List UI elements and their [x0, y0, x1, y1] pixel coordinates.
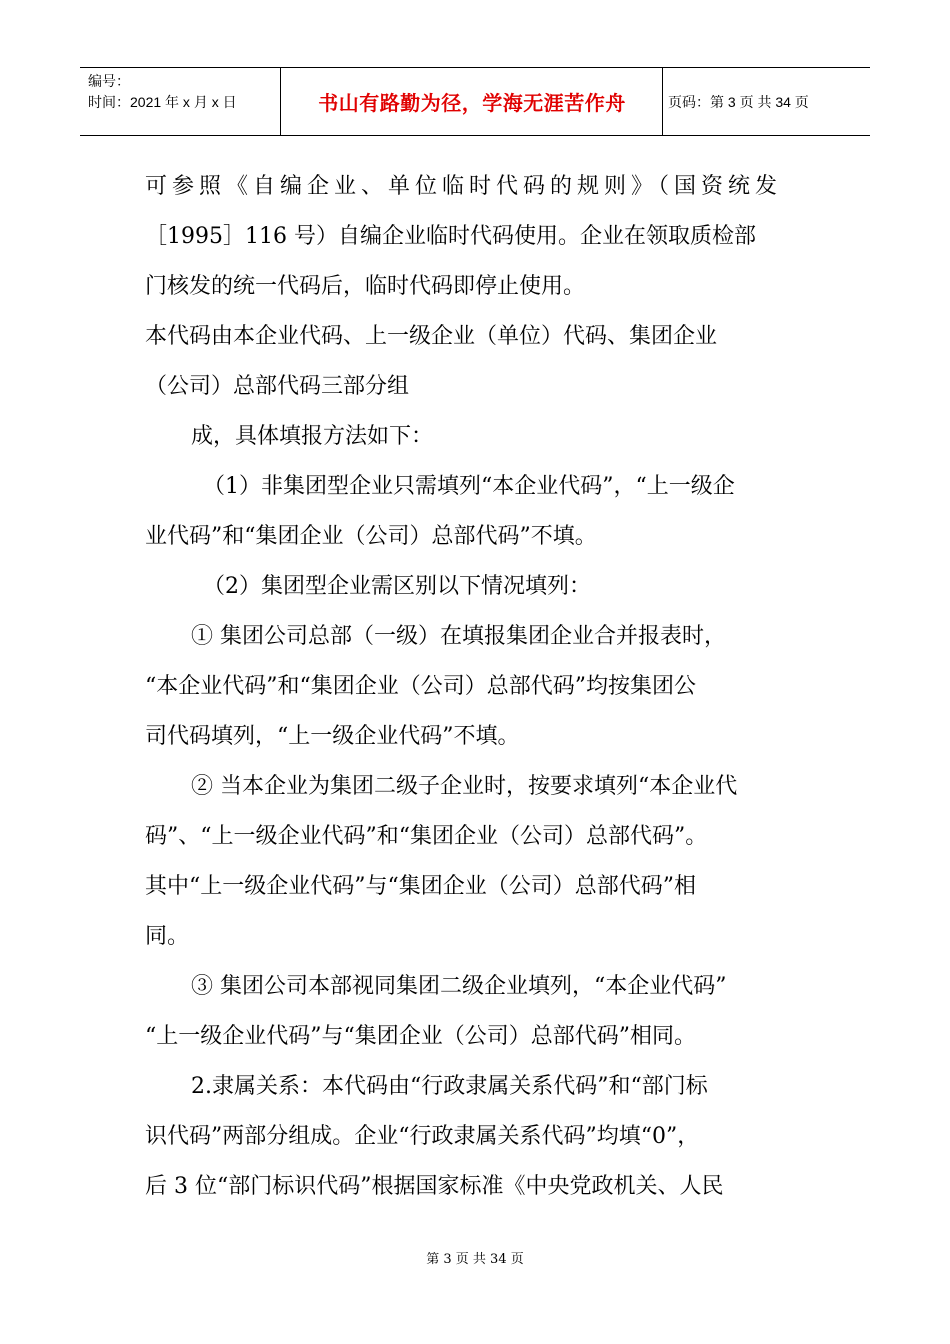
header-motto: 书山有路勤为径，学海无涯苦作舟 [318, 91, 626, 115]
header-page-number: 页码：第 3 页 共 34 页 [668, 93, 809, 110]
body-line: 门核发的统一代码后，临时代码即停止使用。 [145, 274, 586, 299]
body-line: 2.隶属关系：本代码由“行政隶属关系代码”和“部门标 [191, 1074, 708, 1099]
page-footer: 第 3 页 共 34 页 [426, 1252, 524, 1267]
document-number-label: 编号： [88, 73, 130, 89]
body-line: ② 当本企业为集团二级子企业时，按要求填列“本企业代 [191, 774, 738, 799]
header-divider [662, 67, 663, 136]
body-line: （1）非集团型企业只需填列“本企业代码”，“上一级企 [203, 474, 735, 499]
document-date: 时间：2021 年 x 月 x 日 [88, 94, 237, 110]
body-line: 本代码由本企业代码、上一级企业（单位）代码、集团企业 [145, 324, 718, 349]
header-divider [280, 67, 281, 136]
body-line: （2）集团型企业需区别以下情况填列： [203, 574, 591, 599]
body-line: （公司）总部代码三部分组 [145, 374, 410, 399]
body-line: 后 3 位“部门标识代码”根据国家标准《中央党政机关、人民 [145, 1174, 724, 1199]
body-line: ① 集团公司总部（一级）在填报集团企业合并报表时， [191, 624, 726, 649]
body-line: 可参照《自编企业、单位临时代码的规则》（国资统发 [145, 174, 783, 199]
document-body [145, 162, 825, 1212]
body-line: ［1995］116 号）自编企业临时代码使用。企业在领取质检部 [145, 224, 756, 249]
page-header [80, 67, 870, 136]
body-line: 业代码”和“集团企业（公司）总部代码”不填。 [145, 524, 597, 549]
body-line: ③ 集团公司本部视同集团二级企业填列，“本企业代码” [191, 974, 727, 999]
body-line: 识代码”两部分组成。企业“行政隶属关系代码”均填“0”， [145, 1124, 700, 1149]
body-line: “上一级企业代码”与“集团企业（公司）总部代码”相同。 [145, 1024, 696, 1049]
body-line: “本企业代码”和“集团企业（公司）总部代码”均按集团公 [145, 674, 696, 699]
body-line: 成，具体填报方法如下： [191, 424, 434, 449]
body-line: 码”、“上一级企业代码”和“集团企业（公司）总部代码”。 [145, 824, 708, 849]
body-line: 同。 [145, 924, 190, 949]
body-line: 其中“上一级企业代码”与“集团企业（公司）总部代码”相 [145, 874, 696, 899]
body-line: 司代码填列，“上一级企业代码”不填。 [145, 724, 520, 749]
header-meta [88, 71, 278, 113]
